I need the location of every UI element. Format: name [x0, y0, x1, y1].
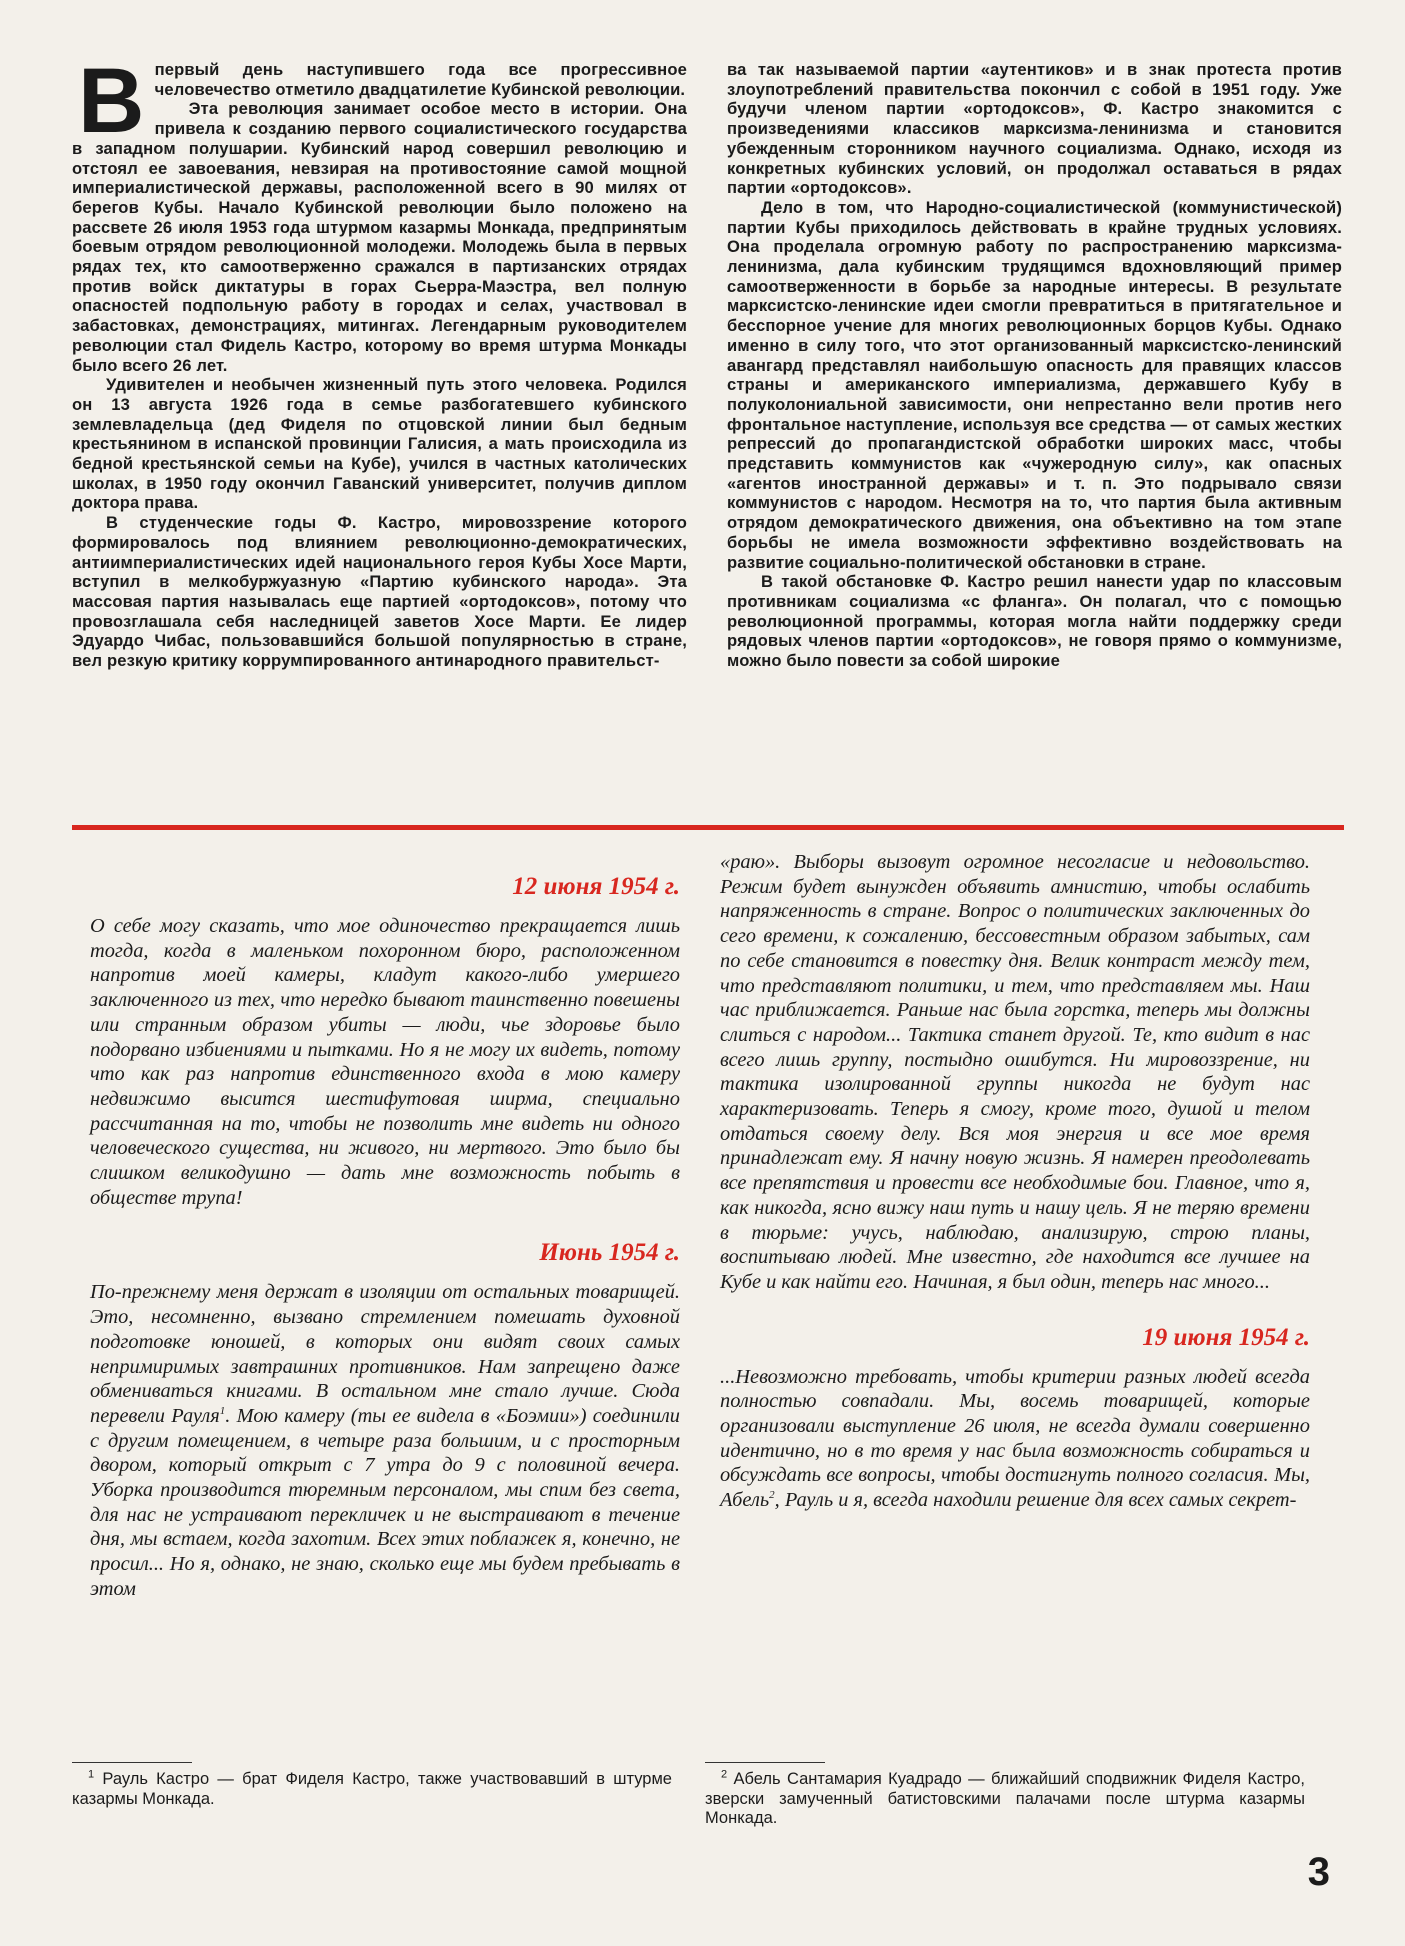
letter-text: ...Невозможно требовать, чтобы критерии разных людей всегда полностью совпадали. Мы, восемь товарищей, которые организовали выступление 26 июля, не всегда думали совершенно идентично, но в то время у нас была возможность собираться и обсуждать все вопросы, чтобы достигнуть полного согласия. Мы, Абель$^2$, Рауль и я, всегда находили решение для всех самых секрет-: [720, 1365, 1310, 1512]
footnote-rule: [705, 1762, 825, 1763]
paragraph: В студенческие годы Ф. Кастро, мировоззрение которого формировалось под влиянием революционно-демократических, антиимпериалистических идей национального героя Кубы Хосе Марти, вступил в мелкобуржуазную «Партию кубинского народа». Эта массовая партия называлась еще партией «ортодоксов», потому что провозглашала себя наследницей заветов Хосе Марти. Ее лидер Эдуардо Чибас, пользовавшийся большой популярностью в стране, вел резкую критику коррумпированного антинародного правительст-: [72, 513, 687, 671]
letter-date: 12 июня 1954 г.: [512, 873, 680, 900]
drop-cap: В: [78, 50, 145, 152]
footnote-2: $^2$ Абель Сантамария Куадрадо — ближайший сподвижник Фиделя Кастро, зверски замученный батистовскими палачами после штурма казармы Монкада.: [705, 1768, 1305, 1827]
article-column-left: [72, 50, 687, 800]
footnote-marker: 2: [769, 1489, 775, 1502]
paragraph: Впервый день наступившего года все прогрессивное человечество отметило двадцатилетие Кубинской революции.: [78, 50, 687, 152]
footnote-rule: [72, 1762, 192, 1763]
paragraph: В такой обстановке Ф. Кастро решил нанести удар по классовым противникам социализма «с фланга». Он полагал, что с помощью революционной программы, которая могла найти поддержку среди рядовых членов партии «ортодоксов», не говоря прямо о коммунизме, можно было повести за собой широкие: [727, 572, 1342, 671]
footnote-number: 2: [721, 1768, 728, 1781]
footnote-1: $^1$ Рауль Кастро — брат Фиделя Кастро, также участвовавший в штурме казармы Монкада.: [72, 1768, 672, 1808]
letters-section: [90, 850, 1310, 1780]
letter-text: «раю». Выборы вызовут огромное несогласие и недовольство. Режим будет вынужден объявить амнистию, чтобы ослабить напряженность в стране. Вопрос о политических заключенных до сего времени, к сожалению, бессовестным образом забытых, сам по себе становится в повестку дня. Велик контраст между тем, что представляют политики, и тем, что представляем мы. Наш час приближается. Раньше нас была горстка, теперь мы должны слиться с народом... Тактика станет другой. Те, кто видит в нас всего лишь группу, постыдно ошибутся. Ни мировоззрение, ни тактика изолированной группы никогда не будут нас характеризовать. Теперь я смогу, кроме того, душой и телом отдаться своему делу. Вся моя энергия и все мое время принадлежат ему. Я начну новую жизнь. Я намерен преодолевать все препятствия и провести все необходимые бои. Главное, что я, как никогда, ясно вижу наш путь и нашу цель. Я не теряю времени в тюрьме: учусь, наблюдаю, анализирую, строю планы, воспитываю людей. Мне известно, где находится все лучшее на Кубе и как найти его. Начиная, я был один, теперь нас много...: [720, 851, 1310, 1293]
paragraph: ва так называемой партии «аутентиков» и в знак протеста против злоупотреблений правительства покончил с собой в 1951 году. Уже будучи членом партии «ортодоксов», Ф. Кастро знакомится с произведениями классиков марксизма-ленинизма и становится убежденным сторонником научного социализма. Однако, исходя из конкретных кубинских условий, он продолжал оставаться в рядах партии «ортодоксов».: [727, 60, 1342, 198]
paragraph: Эта революция занимает особое место в истории. Она привела к созданию первого социалистического государства в западном полушарии. Кубинский народ совершил революцию и отстоял ее завоевания, невзирая на противостояние самой мощной империалистической державы, расположенной всего в 90 милях от берегов Кубы. Начало Кубинской революции было положено на рассвете 26 июля 1953 года штурмом казармы Монкада, предпринятым боевым отрядом революционной молодежи. Молодежь была в первых рядах тех, кто самоотверженно сражался в партизанских отрядах против войск диктатуры в горах Сьерра-Маэстра, вел полную опасностей подпольную работу в городах и селах, участвовал в забастовках, демонстрациях, митингах. Легендарным руководителем революции стал Фидель Кастро, которому во время штурма Монкады было всего 26 лет.: [72, 99, 687, 375]
letter-text: По-прежнему меня держат в изоляции от остальных товарищей. Это, несомненно, вызвано стремлением помешать духовной подготовке юношей, в которых они видят своих самых непримиримых завтрашних противников. Нам запрещено даже обмениваться книгами. В остальном мне стало лучше. Сюда перевели Рауля$^1$. Мою камеру (ты ее видела в «Боэмии») соединили с другим помещением, в четыре раза большим, и с просторным двором, который открыт с 7 утра до 9 с половиной вечера. Уборка производится тюремным персоналом, мы спим без света, для нас не устраивают перекличек и не выстраивают в течение дня, мы встаем, когда захотим. Всех этих поблажек я, конечно, не просил... Но я, однако, не знаю, сколько еще мы будем пребывать в этом: [90, 1281, 680, 1600]
page-number: 3: [1307, 1850, 1330, 1894]
letters-column-left: [90, 850, 680, 1780]
footnote-number: 1: [88, 1768, 95, 1781]
letter-text: О себе могу сказать, что мое одиночество прекращается лишь тогда, когда в маленьком похоронном бюро, расположенном напротив моей камеры, кладут какого-либо умершего заключенного из тех, что нередко бывают таинственно повешены или странным образом убиты — люди, чье здоровье было подорвано избиениями и пытками. Но я не могу их видеть, потому что как раз напротив единственного входа в мою камеру недвижимо высится шестифутовая ширма, специально рассчитанная на то, чтобы не позволить мне видеть ни одного человеческого существа, ни живого, ни мертвого. Это было бы слишком великодушно — дать мне возможность побыть в обществе трупа!: [90, 915, 680, 1209]
letters-column-right: [720, 850, 1310, 1780]
letter-date: 19 июня 1954 г.: [1142, 1323, 1310, 1351]
article-column-right: [727, 60, 1342, 800]
letter-date: Июнь 1954 г.: [539, 1239, 680, 1267]
footnote-marker: 1: [219, 1405, 226, 1418]
paragraph: Удивителен и необычен жизненный путь этого человека. Родился он 13 августа 1926 года в семье разбогатевшего кубинского землевладельца (дед Фиделя по отцовской линии был бедным крестьянином в испанской провинции Галисия, а мать происходила из бедной крестьянской семьи на Кубе), учился в частных католических школах, в 1950 году окончил Гаванский университет, получив диплом доктора права.: [72, 375, 687, 513]
section-divider: [72, 825, 1344, 830]
article-intro: [72, 50, 1342, 800]
paragraph: Дело в том, что Народно-социалистической (коммунистической) партии Кубы приходилось действовать в крайне трудных условиях. Она проделала огромную работу по распространению марксизма-ленинизма, дала кубинским трудящимся вдохновляющий пример самоотверженности в борьбе за народные интересы. В результате марксистско-ленинские идеи смогли превратиться в притягательное и бесспорное учение для многих революционных борцов Кубы. Однако именно в силу того, что этот организованный марксистско-ленинский авангард представлял наибольшую опасность для правящих классов страны и американского империализма, державшего Кубу в полуколониальной зависимости, они непрестанно вели против него фронтальное наступление, используя все средства — от самых жестких репрессий до пропагандистской обработки широких масс, чтобы представить коммунистов как «чужеродную силу», как опасных «агентов иностранной державы» и т. п. Это подрывало связи коммунистов с народом. Несмотря на то, что партия была активным отрядом демократического движения, она объективно на том этапе борьбы не имела возможности эффективно воздействовать на развитие социально-политической обстановки в стране.: [727, 197, 1342, 572]
